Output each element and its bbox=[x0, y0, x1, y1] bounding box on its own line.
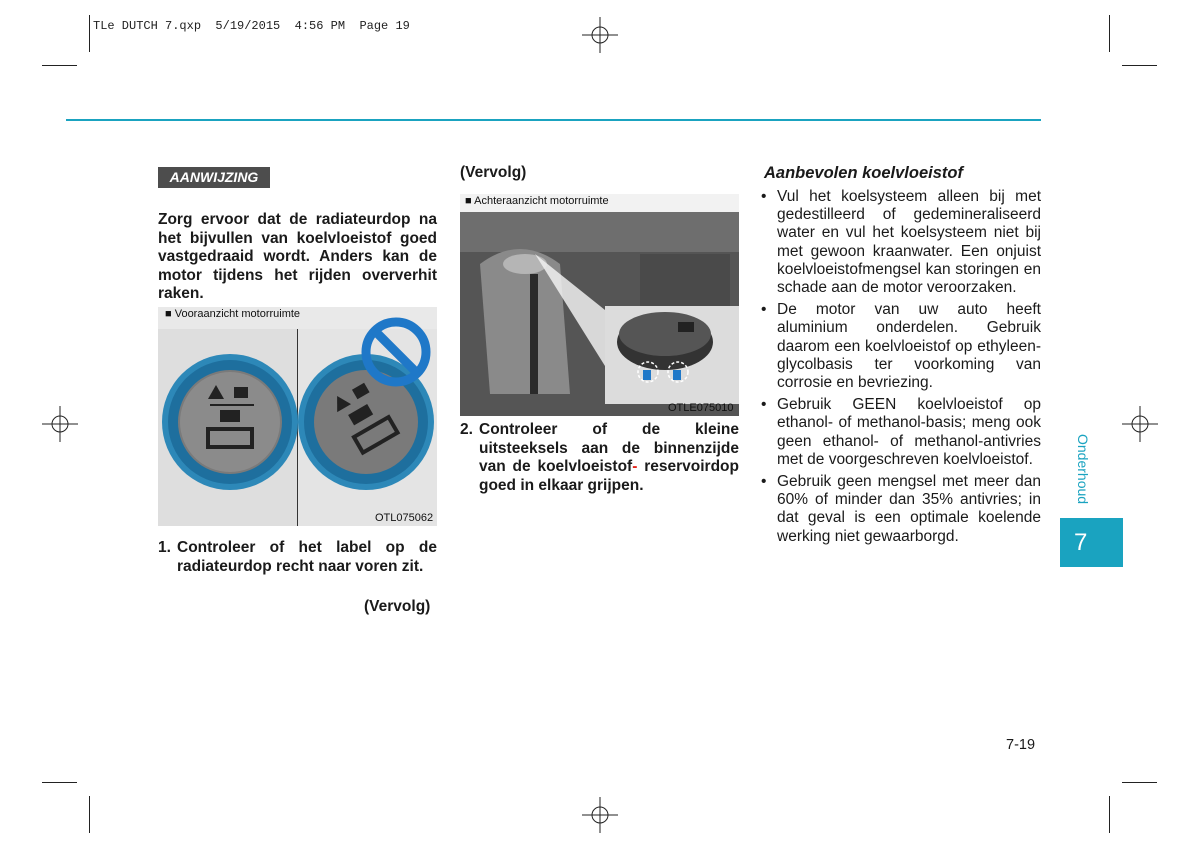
step-1 bbox=[158, 539, 437, 576]
step-number: 1. bbox=[158, 539, 171, 556]
bullet-list bbox=[761, 188, 1041, 550]
list-item: • Gebruik geen mengsel met meer dan 60% of minder dan 35% antivries; in dat geval is een optimale koelende werking niet gewaarborgd. bbox=[761, 473, 1041, 545]
radiator-cap-illustration bbox=[158, 307, 437, 526]
chapter-label: Onderhoud bbox=[1075, 434, 1091, 505]
figure-rear-view bbox=[460, 194, 739, 416]
registration-mark-right bbox=[1122, 406, 1158, 442]
figure-code: OTL075062 bbox=[375, 512, 434, 524]
figure-code: OTLE075010 bbox=[668, 402, 734, 414]
step-2 bbox=[460, 421, 739, 495]
page-number: 7-19 bbox=[1006, 737, 1036, 753]
continued-heading: (Vervolg) bbox=[460, 164, 527, 181]
list-item: • De motor van uw auto heeft aluminium onderdelen. Gebruik daarom een koelvloeistof op ethyleen-glycolbasis ter voorkoming van corrosie en bevriezing. bbox=[761, 301, 1041, 392]
registration-mark-left bbox=[42, 406, 78, 442]
step-text: Controleer of de kleine uitsteeksels aan de binnenzijde van de koelvloeistof- reservoirdop goed in elkaar grijpen. bbox=[479, 421, 739, 494]
step-number: 2. bbox=[460, 421, 473, 438]
figure-caption: ■ Vooraanzicht motorruimte bbox=[165, 308, 301, 320]
figure-caption: ■ Achteraanzicht motorruimte bbox=[465, 195, 609, 207]
figure-front-view bbox=[158, 307, 437, 526]
note-text: Zorg ervoor dat de radiateurdop na het bijvullen van koelvloeistof goed vastgedraaid wordt. Anders kan de motor tijdens het rijden oververhit raken. bbox=[158, 211, 437, 302]
print-slug: TLe DUTCH 7.qxp 5/19/2015 4:56 PM Page 19 bbox=[93, 19, 410, 33]
header-rule bbox=[66, 119, 1041, 121]
list-item: • Vul het koelsysteem alleen bij met gedestilleerd of gedemineraliseerd water en vul het koelsysteem niet bij met gewoon kraanwater. Een onjuist koelvloeistofmengsel kan storingen en schade aan de motor veroorzaken. bbox=[761, 188, 1041, 297]
continued-label: (Vervolg) bbox=[364, 598, 431, 615]
coolant-reservoir-illustration bbox=[460, 194, 739, 416]
registration-mark-bottom bbox=[582, 797, 618, 833]
registration-mark-top bbox=[582, 17, 618, 53]
section-title: Aanbevolen koelvloeistof bbox=[764, 164, 963, 182]
list-item: • Gebruik GEEN koelvloeistof op ethanol- of methanol-basis; meng ook geen ethanol- of methanol-antivries met de voorgeschreven koelvloeistof. bbox=[761, 396, 1041, 468]
chapter-tab: 7 bbox=[1060, 518, 1123, 567]
note-badge: AANWIJZING bbox=[158, 167, 270, 188]
step-text: Controleer of het label op de radiateurdop recht naar voren zit. bbox=[177, 539, 437, 575]
